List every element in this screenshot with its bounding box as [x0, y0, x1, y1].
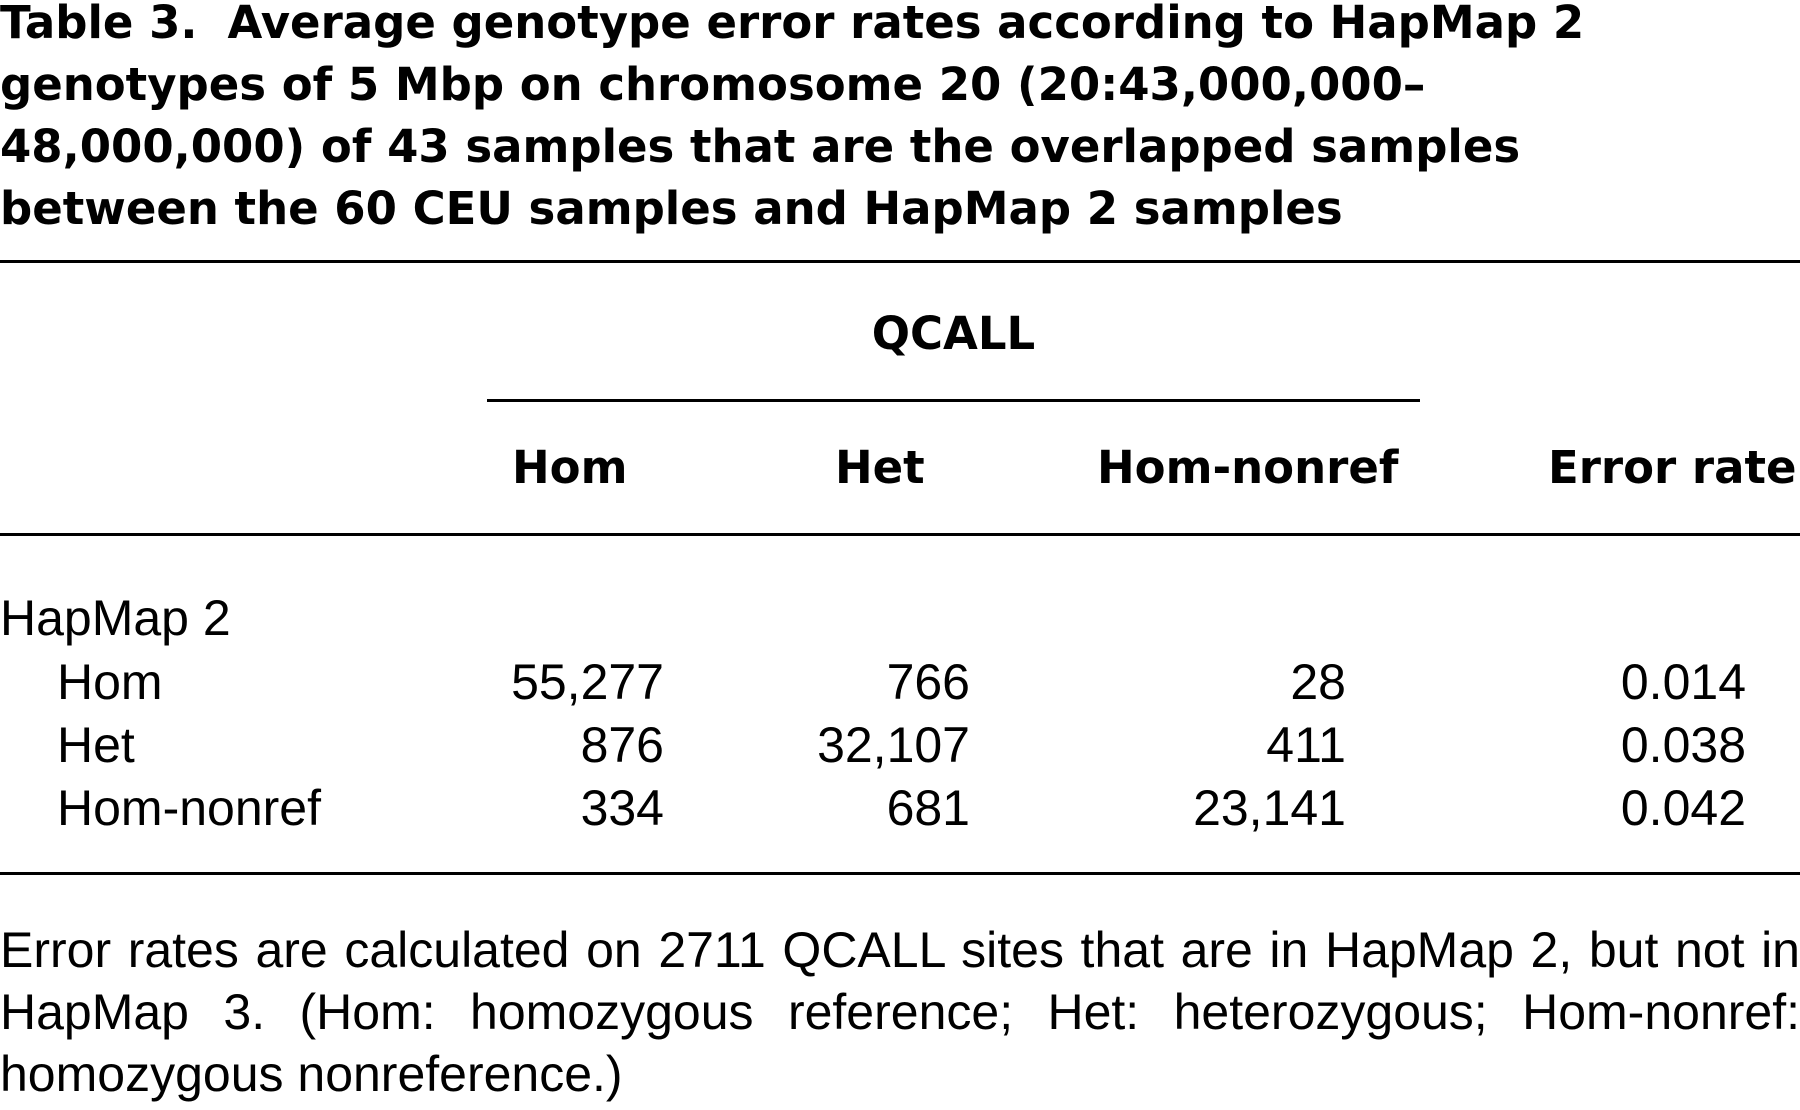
column-header-het: Het [835, 441, 925, 494]
table-top-rule [0, 260, 1800, 263]
cell-het-error-rate: 0.038 [1620, 717, 1746, 773]
cell-het-hom-nonref: 411 [1266, 717, 1346, 773]
caption-line-1 [0, 0, 1770, 54]
column-header-hom: Hom [512, 441, 628, 494]
cell-hom-nonref-het: 681 [886, 780, 970, 836]
cell-hom-nonref-error-rate: 0.042 [1620, 780, 1746, 836]
table-bottom-rule [0, 872, 1800, 875]
cell-het-hom: 876 [580, 717, 664, 773]
cell-hom-hom: 55,277 [511, 654, 664, 710]
cell-hom-het: 766 [886, 654, 970, 710]
table-label: Table 3. [0, 0, 198, 49]
cell-hom-error-rate: 0.014 [1620, 654, 1746, 710]
column-header-hom-nonref: Hom-nonref [1097, 441, 1399, 494]
cell-hom-nonref-hom-nonref: 23,141 [1193, 780, 1346, 836]
row-label-het: Het [57, 717, 135, 773]
row-label-hom-nonref: Hom-nonref [57, 780, 321, 836]
caption-line-2: genotypes of 5 Mbp on chromosome 20 (20:43,000,000– [0, 58, 1426, 111]
row-label-hom: Hom [57, 654, 163, 710]
table-caption [0, 0, 1770, 240]
cell-hom-hom-nonref: 28 [1290, 654, 1346, 710]
column-header-error-rate: Error rate [1548, 441, 1797, 494]
spanning-header-rule [487, 399, 1420, 402]
row-group-label: HapMap 2 [0, 590, 231, 646]
table-footnote: Error rates are calculated on 2711 QCALL sites that are in HapMap 2, but not in HapMap 3. (Hom: homozygous reference; Het: heterozygous; Hom-nonref: homozygous nonreference.) [0, 922, 1800, 1102]
cell-hom-nonref-hom: 334 [580, 780, 664, 836]
header-bottom-rule [0, 533, 1800, 536]
caption-line-3: 48,000,000) of 43 samples that are the overlapped samples [0, 120, 1521, 173]
spanning-header-qcall: QCALL [871, 307, 1036, 360]
caption-line-4: between the 60 CEU samples and HapMap 2 samples [0, 182, 1343, 235]
caption-text-1: Average genotype error rates according to HapMap 2 [227, 0, 1585, 49]
cell-het-het: 32,107 [817, 717, 970, 773]
